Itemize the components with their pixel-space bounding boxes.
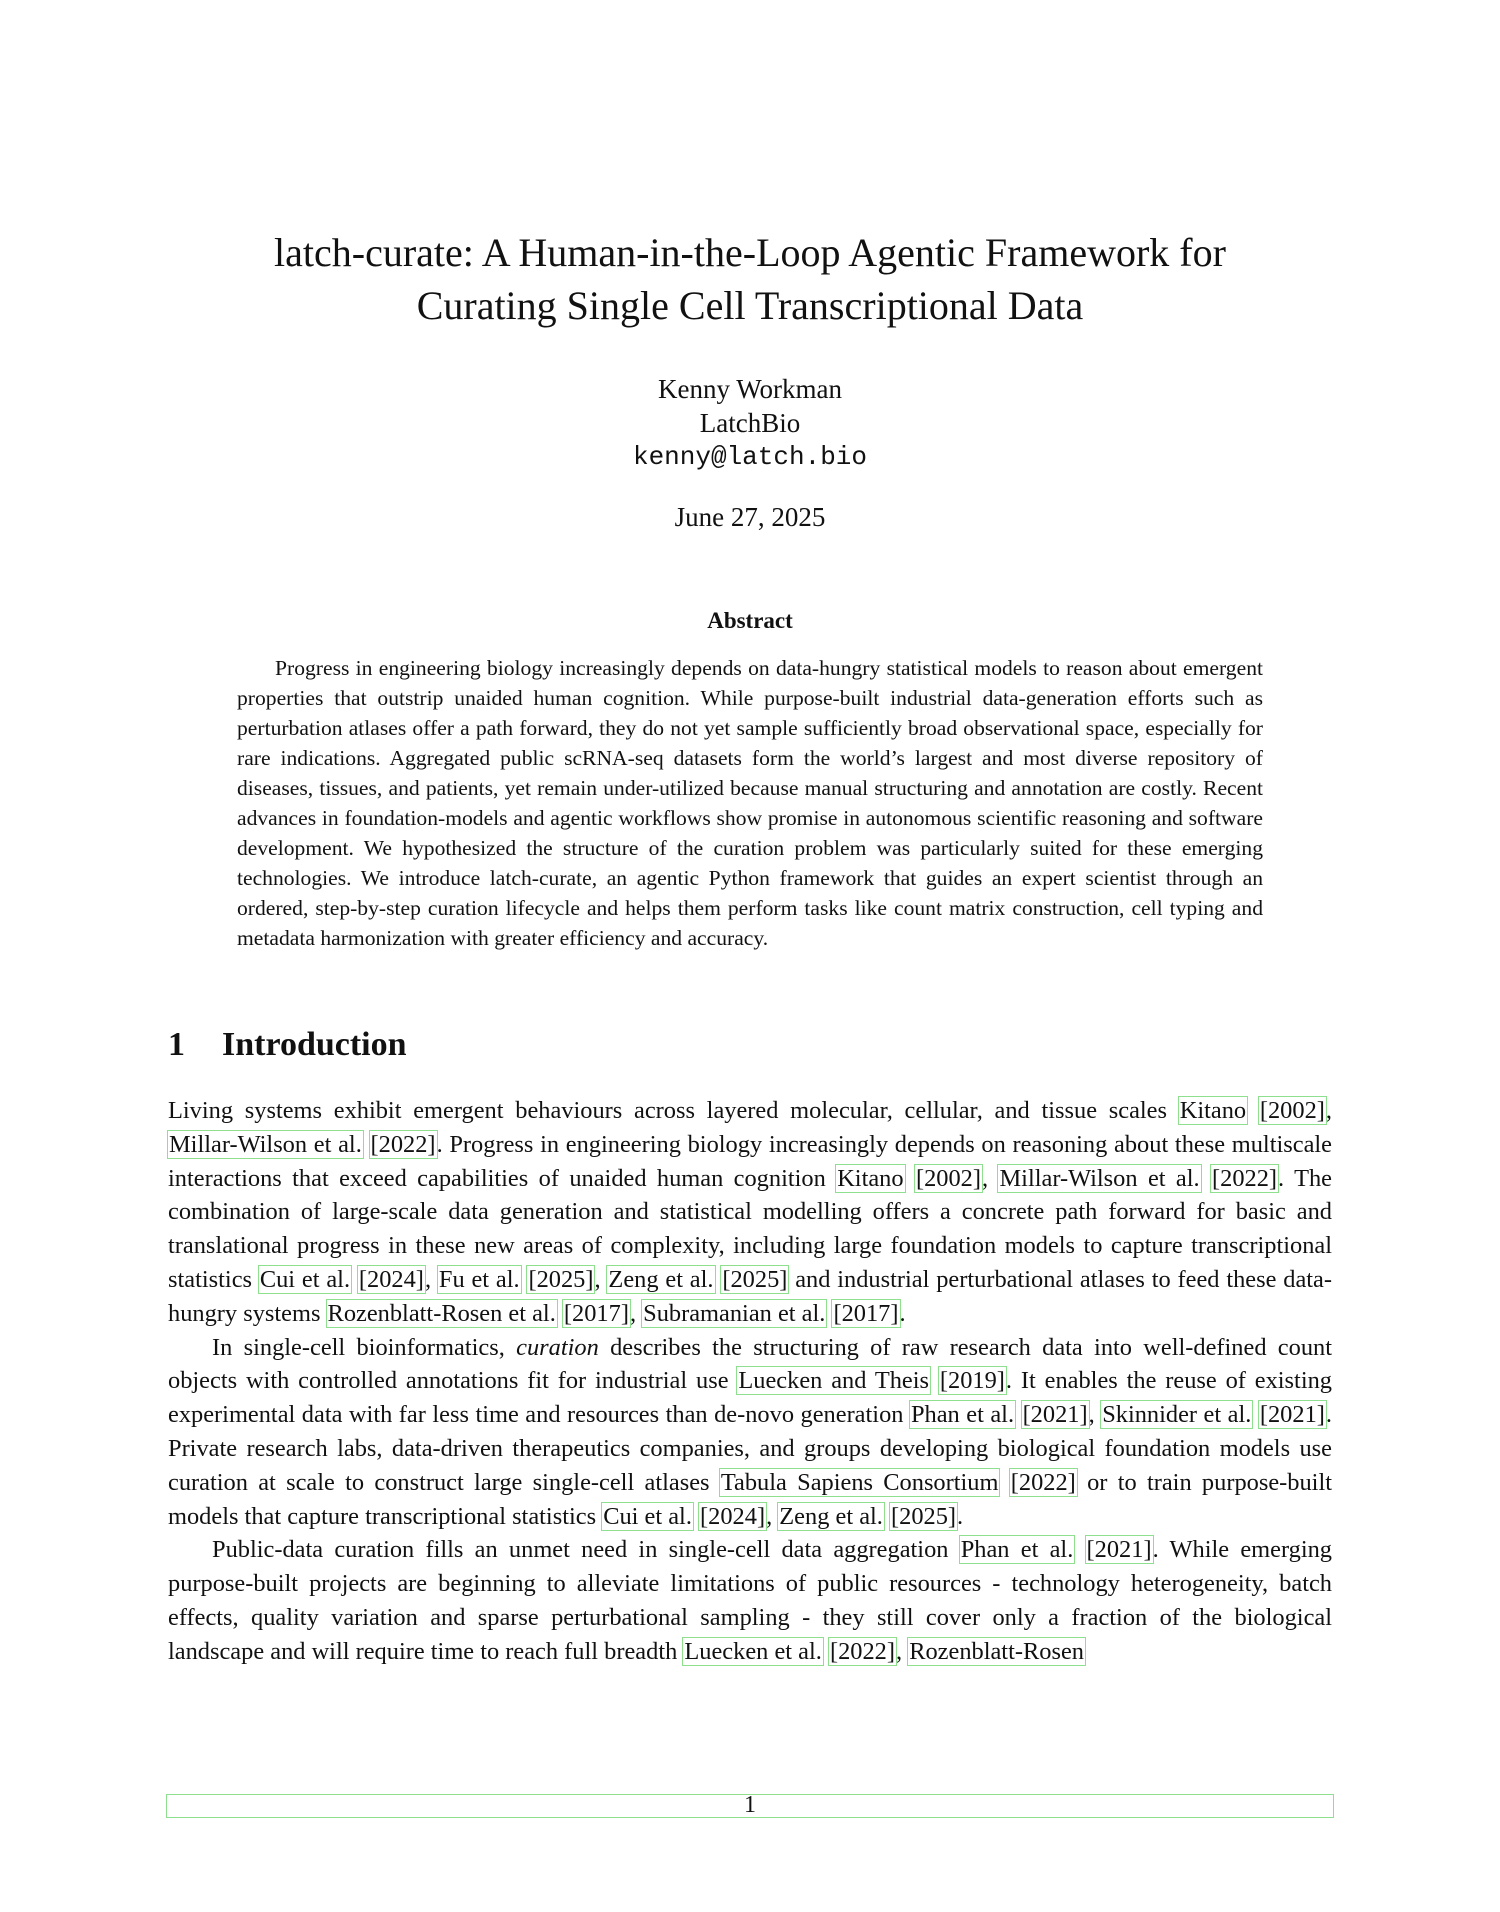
paper-date: June 27, 2025	[674, 502, 826, 532]
text-run: ,	[424, 1265, 438, 1293]
section-title: Introduction	[222, 1026, 407, 1063]
author-block	[400, 372, 1100, 474]
citation-year-link[interactable]: [2002]	[915, 1164, 981, 1192]
citation-year-link[interactable]: [2024]	[700, 1502, 766, 1530]
abstract-text: Progress in engineering biology increasingly depends on data-hungry statistical models to reason about emergent properties that outstrip unaided human cognition. While purpose-built industrial data-generation efforts such as perturbation atlases offer a path forward, they do not yet sample sufficiently broad observational space, especially for rare indications. Aggregated public scRNA-seq datasets form the world’s largest and most diverse repository of diseases, tissues, and patients, yet remain under-utilized because manual structuring and annotation are costly. Recent advances in foundation-models and agentic workflows show promise in autonomous scientific reasoning and software development. We hypothesized the structure of the curation problem was particularly suited for these emerging technologies. We introduce latch-curate, an agentic Python framework that guides an expert scientist through an ordered, step-by-step curation lifecycle and helps them perform tasks like count matrix construction, cell typing and metadata harmonization with greater efficiency and accuracy.	[237, 656, 1263, 950]
citation-link[interactable]: Kitano	[837, 1164, 904, 1192]
citation-link[interactable]: Phan et al.	[910, 1401, 1015, 1429]
paper-title	[150, 226, 1350, 332]
text-run: ,	[629, 1299, 643, 1327]
paragraph-1	[168, 1094, 1332, 1331]
text-run: ,	[594, 1265, 608, 1293]
text-run: and industrial perturbational atlases to feed these data-hungry systems	[168, 1265, 1333, 1327]
citation-link[interactable]: Zeng et al.	[608, 1265, 714, 1293]
citation-link[interactable]: Phan et al.	[960, 1536, 1074, 1564]
text-run: or to train purpose-built models that capture transcriptional statistics	[168, 1468, 1332, 1530]
citation-link[interactable]: Luecken et al.	[684, 1637, 822, 1665]
text-run: Public-data curation fills an unmet need in single-cell data aggregation	[212, 1536, 960, 1564]
text-run: . Progress in engineering biology increasingly depends on reasoning about these multiscale interactions that exceed capabilities of unaided human cognition	[168, 1130, 1333, 1192]
citation-year-link[interactable]: [2017]	[833, 1299, 899, 1327]
citation-link[interactable]: Rozenblatt-Rosen et al.	[327, 1299, 556, 1327]
author-affiliation: LatchBio	[699, 408, 801, 438]
text-run: . The combination of large-scale data generation and statistical modelling offers a concrete path forward for basic and translational progress in these new areas of complexity, including large foundation models to capture transcriptional statistics	[168, 1164, 1333, 1293]
text-run: . It enables the reuse of existing experimental data with far less time and resources than de-novo generation	[168, 1367, 1332, 1429]
text-run: ,	[1325, 1097, 1332, 1124]
abstract-heading: Abstract	[707, 608, 793, 633]
citation-year-link[interactable]: [2002]	[1259, 1097, 1325, 1124]
text-run: . While emerging purpose-built projects are beginning to alleviate limitations of public resources - technology heterogeneity, batch effects, quality variation and sparse perturbational sampling - they still cover only a fraction of the biological landscape and will require time to reach full breadth	[168, 1536, 1332, 1665]
text-run: ,	[1088, 1401, 1102, 1429]
citation-link[interactable]: Millar-Wilson et al.	[169, 1130, 362, 1158]
citation-link[interactable]: Cui et al.	[603, 1502, 692, 1530]
body-text	[168, 1094, 1332, 1669]
section-number: 1	[168, 1026, 185, 1063]
text-run: .	[957, 1502, 964, 1530]
citation-year-link[interactable]: [2019]	[939, 1367, 1005, 1395]
author-email[interactable]: kenny@latch.bio	[632, 442, 868, 472]
citation-year-link[interactable]: [2021]	[1022, 1401, 1088, 1429]
citation-link[interactable]: Rozenblatt-Rosen	[909, 1637, 1084, 1665]
citation-link[interactable]: Luecken and Theis	[738, 1367, 930, 1395]
text-run: ,	[896, 1637, 909, 1665]
citation-year-link[interactable]: [2022]	[370, 1130, 436, 1158]
title-line-1: latch-curate: A Human-in-the-Loop Agentic Framework for	[274, 230, 1226, 275]
citation-link[interactable]: Skinnider et al.	[1102, 1401, 1252, 1429]
paragraph-2	[168, 1331, 1332, 1534]
citation-link[interactable]: Kitano	[1179, 1097, 1247, 1124]
text-run: Living systems exhibit emergent behaviours across layered molecular, cellular, and tissue scales	[168, 1097, 1179, 1124]
text-run: ,	[766, 1502, 779, 1530]
citation-link[interactable]: Fu et al.	[438, 1265, 520, 1293]
author-name: Kenny Workman	[657, 374, 843, 404]
title-line-2: Curating Single Cell Transcriptional Data	[416, 283, 1084, 328]
citation-link[interactable]: Zeng et al.	[779, 1502, 883, 1530]
citation-link[interactable]: Tabula Sapiens Consortium	[720, 1468, 999, 1496]
citation-year-link[interactable]: [2021]	[1086, 1536, 1152, 1564]
citation-year-link[interactable]: [2022]	[829, 1637, 895, 1665]
paragraph-3	[168, 1533, 1332, 1668]
section-heading	[168, 1025, 407, 1065]
citation-year-link[interactable]: [2025]	[528, 1265, 594, 1293]
text-run: ,	[982, 1164, 999, 1192]
page-number: 1	[744, 1792, 756, 1818]
citation-year-link[interactable]: [2022]	[1212, 1164, 1278, 1192]
citation-year-link[interactable]: [2024]	[358, 1265, 424, 1293]
text-run: In single-cell bioinformatics,	[212, 1333, 517, 1361]
citation-year-link[interactable]: [2017]	[563, 1299, 629, 1327]
citation-year-link[interactable]: [2021]	[1259, 1401, 1325, 1429]
text-run: . Private research labs, data-driven therapeutics companies, and groups developing biological foundation models use curation at scale to construct large single-cell atlases	[168, 1401, 1332, 1496]
citation-year-link[interactable]: [2022]	[1010, 1468, 1076, 1496]
citation-link[interactable]: Cui et al.	[259, 1265, 351, 1293]
citation-year-link[interactable]: [2025]	[891, 1502, 957, 1530]
text-run: .	[899, 1299, 906, 1327]
emphasis-term: curation	[516, 1333, 599, 1361]
citation-link[interactable]: Millar-Wilson et al.	[999, 1164, 1200, 1192]
text-run: describes the structuring of raw research data into well-defined count objects with controlled annotations fit for industrial use	[168, 1333, 1332, 1395]
citation-link[interactable]: Subramanian et al.	[643, 1299, 826, 1327]
citation-year-link[interactable]: [2025]	[722, 1265, 788, 1293]
